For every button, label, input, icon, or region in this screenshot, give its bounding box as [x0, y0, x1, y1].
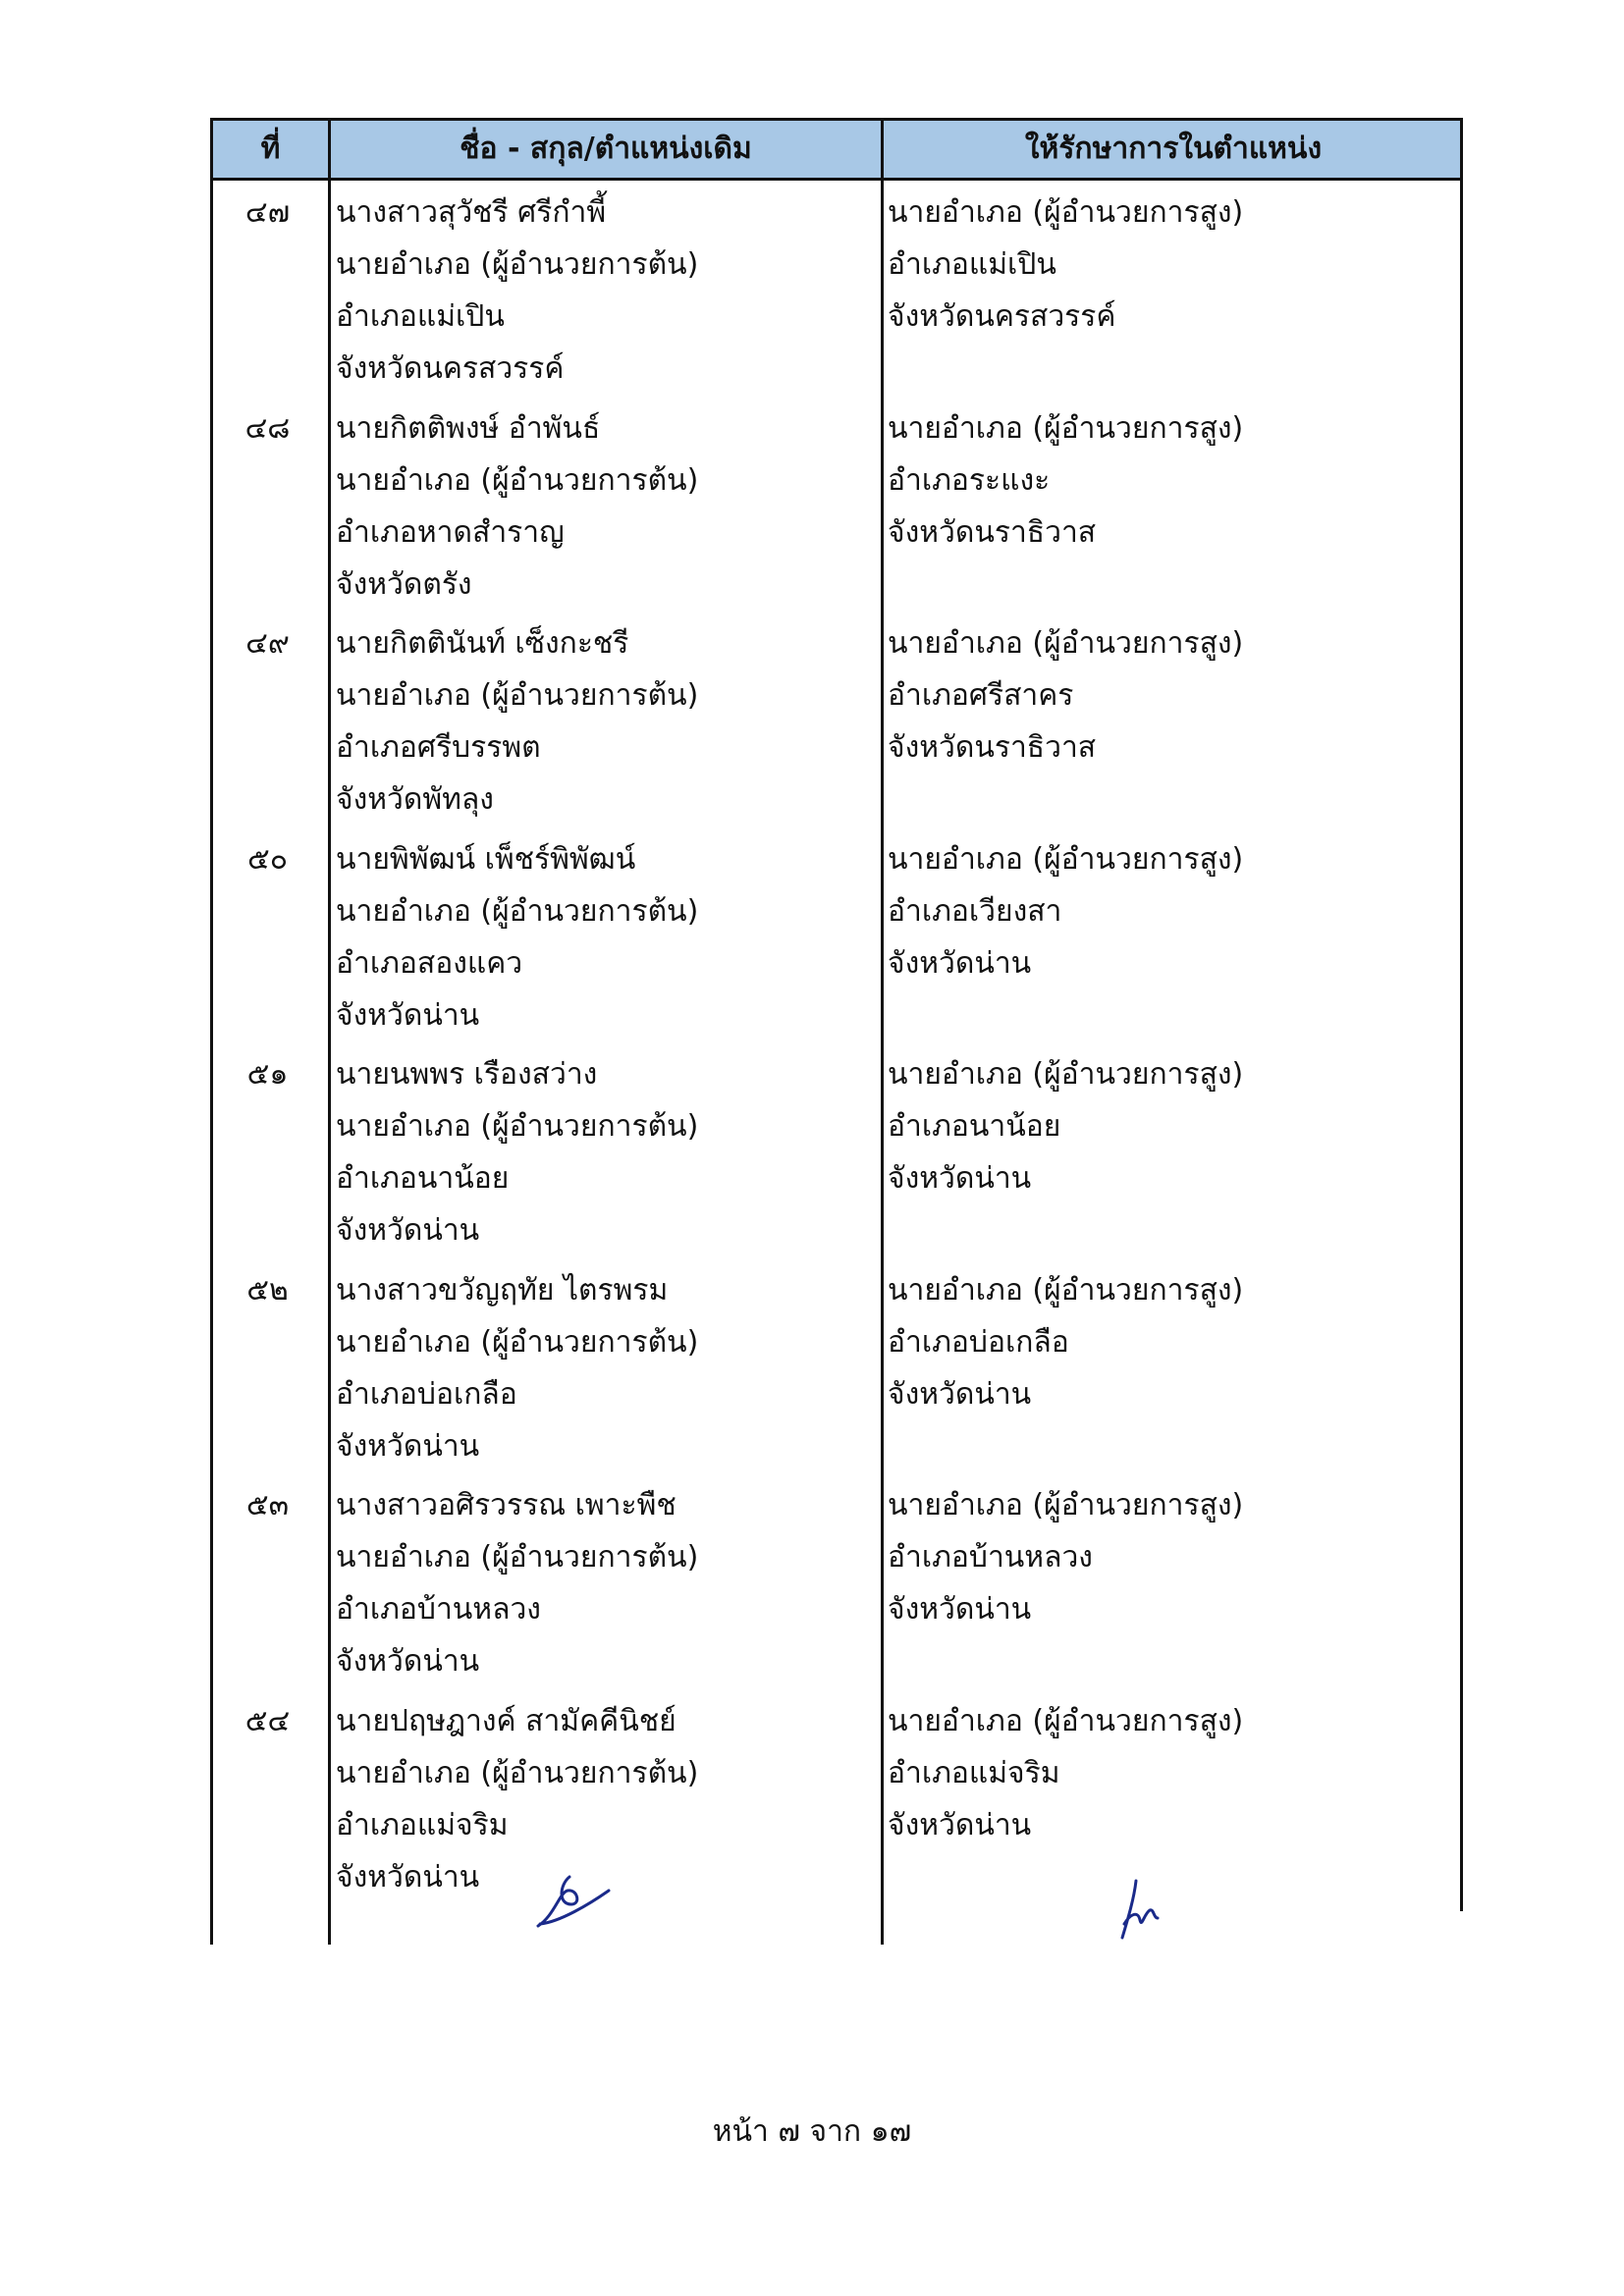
new-province: จังหวัดนครสวรรค์ [888, 299, 1116, 334]
old-position: นายอำเภอ (ผู้อำนวยการต้น) [336, 678, 699, 713]
old-province: จังหวัดน่าน [336, 1213, 480, 1248]
acting-position-cell [888, 617, 1457, 774]
row-number: ๕๓ [245, 1488, 290, 1522]
new-position: นายอำเภอ (ผู้อำนวยการสูง) [888, 841, 1244, 877]
acting-position-cell [888, 833, 1457, 989]
new-province: จังหวัดน่าน [888, 1592, 1032, 1627]
name-old-position-cell [336, 187, 876, 395]
person-name: นายกิตติพงษ์ อำพันธ์ [336, 410, 601, 446]
row-number: ๔๘ [244, 410, 291, 446]
new-position: นายอำเภอ (ผู้อำนวยการสูง) [888, 1272, 1244, 1308]
new-position: นายอำเภอ (ผู้อำนวยการสูง) [888, 195, 1244, 230]
row-number: ๔๗ [244, 195, 291, 230]
old-district: อำเภอแม่จริม [336, 1807, 509, 1842]
new-province: จังหวัดน่าน [888, 1376, 1032, 1412]
name-old-position-cell [336, 833, 876, 1041]
table-row [210, 1048, 1463, 1264]
new-district: อำเภอนาน้อย [888, 1109, 1061, 1144]
new-province: จังหวัดนราธิวาส [888, 514, 1097, 550]
new-province: จังหวัดน่าน [888, 1807, 1032, 1842]
old-position: นายอำเภอ (ผู้อำนวยการต้น) [336, 1109, 699, 1144]
old-district: อำเภอศรีบรรพต [336, 730, 541, 765]
new-province: จังหวัดน่าน [888, 945, 1032, 981]
table-body [210, 187, 1463, 1910]
new-district: อำเภอบ้านหลวง [888, 1540, 1093, 1575]
new-position: นายอำเภอ (ผู้อำนวยการสูง) [888, 1703, 1244, 1738]
header-number: ที่ [260, 132, 281, 166]
table-row [210, 833, 1463, 1049]
new-position: นายอำเภอ (ผู้อำนวยการสูง) [888, 1057, 1244, 1092]
old-district: อำเภอแม่เปิน [336, 299, 505, 334]
table-row [210, 1479, 1463, 1695]
person-name: นางสาวขวัญฤทัย ไตรพรม [336, 1272, 669, 1308]
new-province: จังหวัดน่าน [888, 1161, 1032, 1196]
old-province: จังหวัดตรัง [336, 566, 472, 602]
person-name: นายพิพัฒน์ เพ็ชร์พิพัฒน์ [336, 841, 636, 877]
old-position: นายอำเภอ (ผู้อำนวยการต้น) [336, 893, 699, 929]
row-number: ๕๑ [246, 1057, 289, 1092]
name-old-position-cell [336, 617, 876, 826]
new-position: นายอำเภอ (ผู้อำนวยการสูง) [888, 410, 1244, 446]
old-position: นายอำเภอ (ผู้อำนวยการต้น) [336, 247, 699, 282]
name-old-position-cell [336, 402, 876, 611]
new-district: อำเภอแม่จริม [888, 1755, 1060, 1790]
acting-position-cell [888, 187, 1457, 343]
new-district: อำเภอแม่เปิน [888, 247, 1056, 282]
new-district: อำเภอระแงะ [888, 462, 1051, 498]
person-name: นางสาวอศิรวรรณ เพาะพืช [336, 1488, 677, 1522]
new-province: จังหวัดนราธิวาส [888, 730, 1097, 765]
name-old-position-cell [336, 1264, 876, 1472]
header-name-old-position: ชื่อ - สกุล/ตำแหน่งเดิม [460, 132, 752, 166]
name-old-position-cell [336, 1479, 876, 1687]
acting-position-cell [888, 1048, 1457, 1204]
new-position: นายอำเภอ (ผู้อำนวยการสูง) [888, 1488, 1244, 1522]
old-position: นายอำเภอ (ผู้อำนวยการต้น) [336, 1540, 699, 1575]
old-district: อำเภอหาดสำราญ [336, 514, 565, 550]
old-position: นายอำเภอ (ผู้อำนวยการต้น) [336, 1755, 699, 1790]
table-row [210, 617, 1463, 833]
person-name: นายปฤษฎางค์ สามัคคีนิชย์ [336, 1703, 677, 1738]
acting-position-cell [888, 1695, 1457, 1851]
new-district: อำเภอเวียงสา [888, 893, 1062, 929]
new-district: อำเภอบ่อเกลือ [888, 1324, 1069, 1360]
signature-right-icon [1114, 1875, 1164, 1944]
table-row [210, 187, 1463, 402]
signature-left-icon [520, 1865, 619, 1944]
acting-position-cell [888, 402, 1457, 559]
table-row [210, 402, 1463, 618]
old-district: อำเภอบ่อเกลือ [336, 1376, 517, 1412]
row-number: ๕๒ [246, 1272, 289, 1308]
old-position: นายอำเภอ (ผู้อำนวยการต้น) [336, 1324, 699, 1360]
name-old-position-cell [336, 1048, 876, 1256]
header-acting-position: ให้รักษาการในตำแหน่ง [1024, 132, 1323, 166]
old-province: จังหวัดพัทลุง [336, 782, 494, 817]
row-number: ๕๐ [246, 841, 288, 877]
old-position: นายอำเภอ (ผู้อำนวยการต้น) [336, 462, 699, 498]
acting-position-cell [888, 1264, 1457, 1420]
acting-position-cell [888, 1479, 1457, 1635]
old-district: อำเภอสองแคว [336, 945, 523, 981]
old-province: จังหวัดนครสวรรค์ [336, 351, 565, 386]
table-header [210, 118, 1463, 181]
old-province: จังหวัดน่าน [336, 1428, 480, 1464]
row-number: ๕๔ [244, 1703, 291, 1738]
old-district: อำเภอนาน้อย [336, 1161, 510, 1196]
row-number: ๔๙ [245, 626, 290, 661]
table-row [210, 1695, 1463, 1911]
old-province: จังหวัดน่าน [336, 1859, 480, 1895]
appointment-table [210, 118, 1463, 181]
new-position: นายอำเภอ (ผู้อำนวยการสูง) [888, 626, 1244, 661]
page-number: หน้า ๗ จาก ๑๗ [712, 2114, 912, 2149]
person-name: นายกิตตินันท์ เซ็งกะชรี [336, 626, 629, 661]
new-district: อำเภอศรีสาคร [888, 678, 1074, 713]
person-name: นายนพพร เรืองสว่าง [336, 1057, 598, 1092]
table-row [210, 1264, 1463, 1480]
old-district: อำเภอบ้านหลวง [336, 1592, 541, 1627]
old-province: จังหวัดน่าน [336, 1644, 480, 1679]
person-name: นางสาวสุวัชรี ศรีกำพี้ [336, 195, 607, 230]
old-province: จังหวัดน่าน [336, 997, 480, 1033]
